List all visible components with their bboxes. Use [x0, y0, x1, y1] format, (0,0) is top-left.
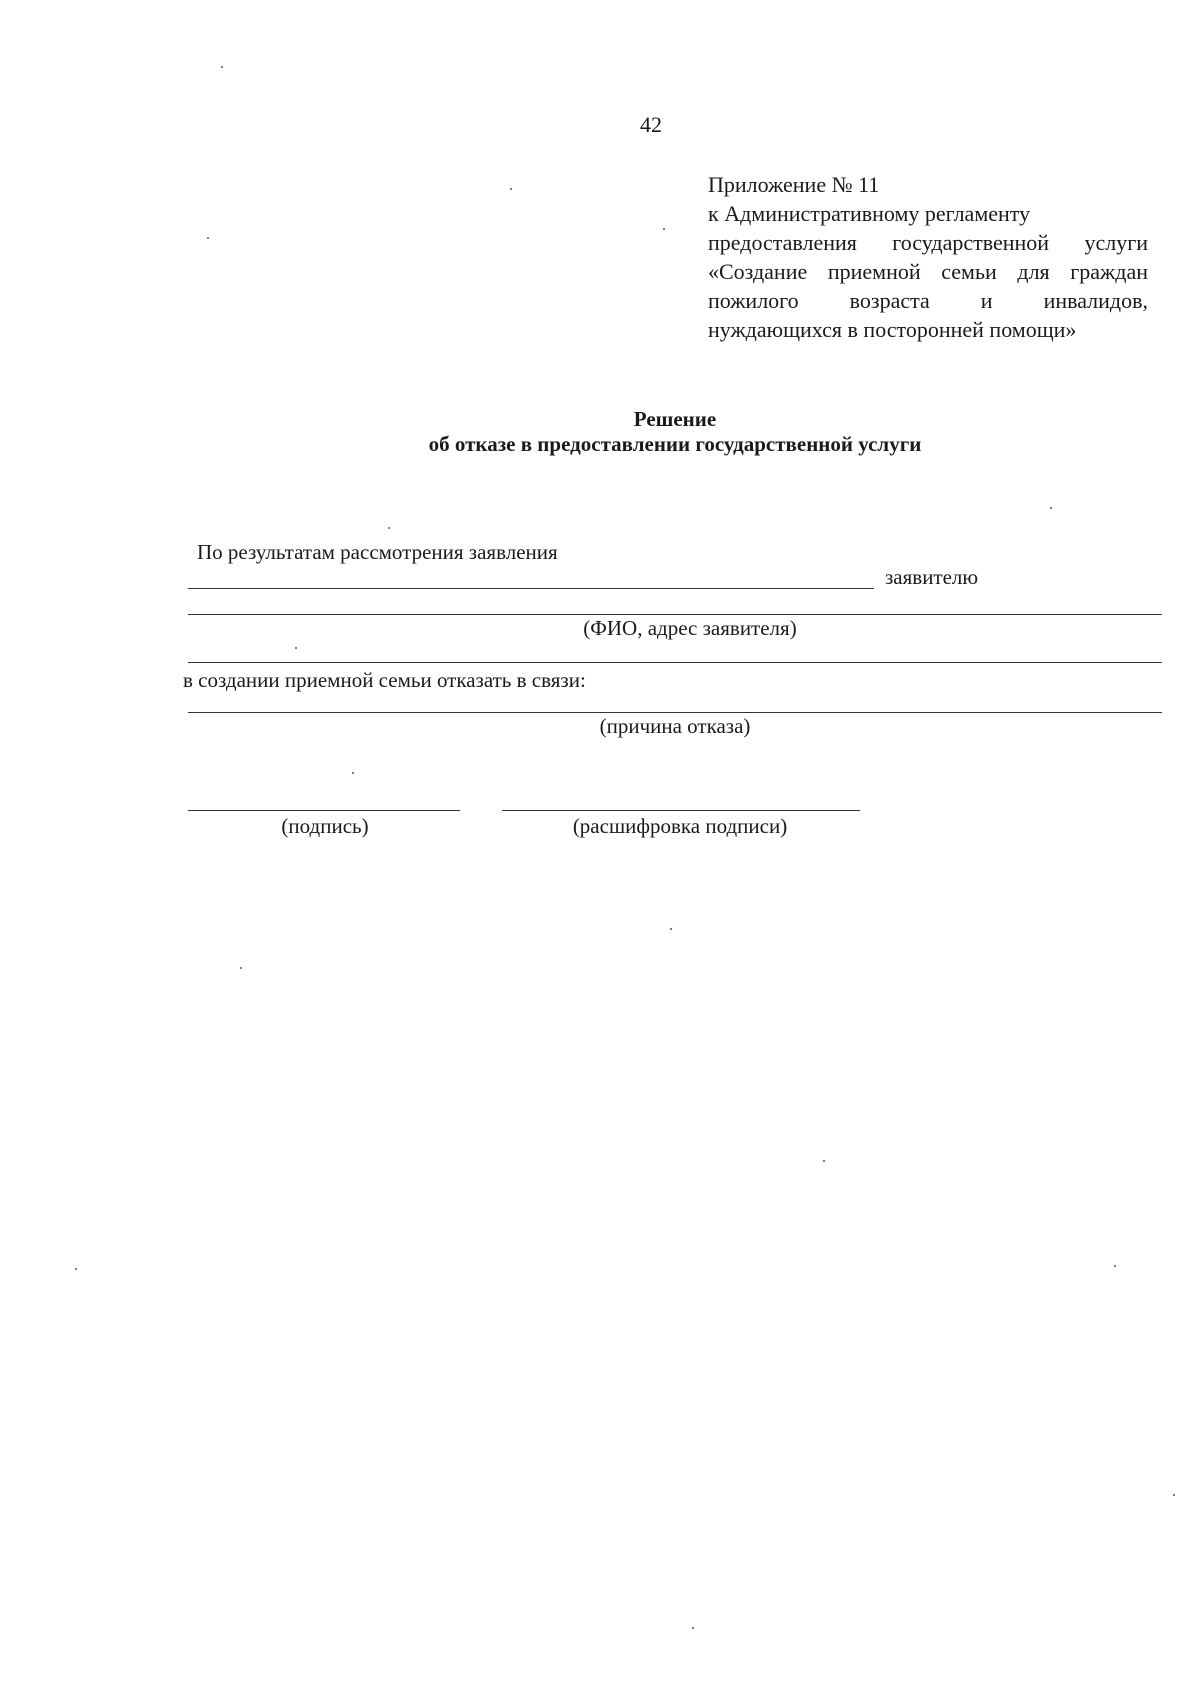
scan-speck — [1114, 1265, 1116, 1267]
appendix-block — [708, 170, 1148, 344]
scan-speck — [388, 527, 390, 529]
scan-speck — [510, 188, 512, 190]
scan-speck — [352, 772, 354, 774]
scan-speck — [692, 1627, 694, 1629]
application-line — [188, 588, 874, 589]
signature-decoding-line — [502, 810, 860, 811]
document-subtitle: об отказе в предоставлении государственной услуги — [428, 432, 922, 456]
scan-speck — [240, 967, 242, 969]
scan-speck — [1173, 1494, 1175, 1496]
reason-line — [188, 712, 1162, 713]
reason-caption: (причина отказа) — [599, 714, 751, 738]
scan-speck — [823, 1160, 825, 1162]
appendix-line: нуждающихся в посторонней помощи» — [708, 317, 1077, 342]
applicant-caption: (ФИО, адрес заявителя) — [583, 616, 797, 640]
applicant-name-line — [188, 614, 1162, 615]
document-title: Решение — [633, 407, 717, 431]
appendix-line: Приложение № 11 — [708, 172, 880, 197]
appendix-line: к Административному регламенту — [708, 201, 1031, 226]
scan-speck — [670, 928, 672, 930]
appendix-line: предоставления государственной услуги — [708, 230, 1148, 255]
applicant-word: заявителю — [885, 565, 979, 589]
scan-speck — [663, 228, 665, 230]
signature-line — [188, 810, 460, 811]
applicant-address-line — [188, 662, 1162, 663]
appendix-line: пожилого возраста и инвалидов, — [708, 288, 1148, 313]
signature-caption: (подпись) — [281, 814, 369, 838]
scan-speck — [221, 66, 223, 68]
scan-speck — [75, 1268, 77, 1270]
signature-decoding-caption: (расшифровка подписи) — [572, 814, 788, 838]
scan-speck — [207, 237, 209, 239]
page-number: 42 — [640, 112, 662, 137]
appendix-line: «Создание приемной семьи для граждан — [708, 259, 1148, 284]
scan-speck — [1050, 507, 1052, 509]
scan-speck — [295, 647, 297, 649]
intro-text: По результатам рассмотрения заявления — [197, 540, 558, 564]
refusal-text: в создании приемной семьи отказать в связи: — [183, 668, 586, 692]
